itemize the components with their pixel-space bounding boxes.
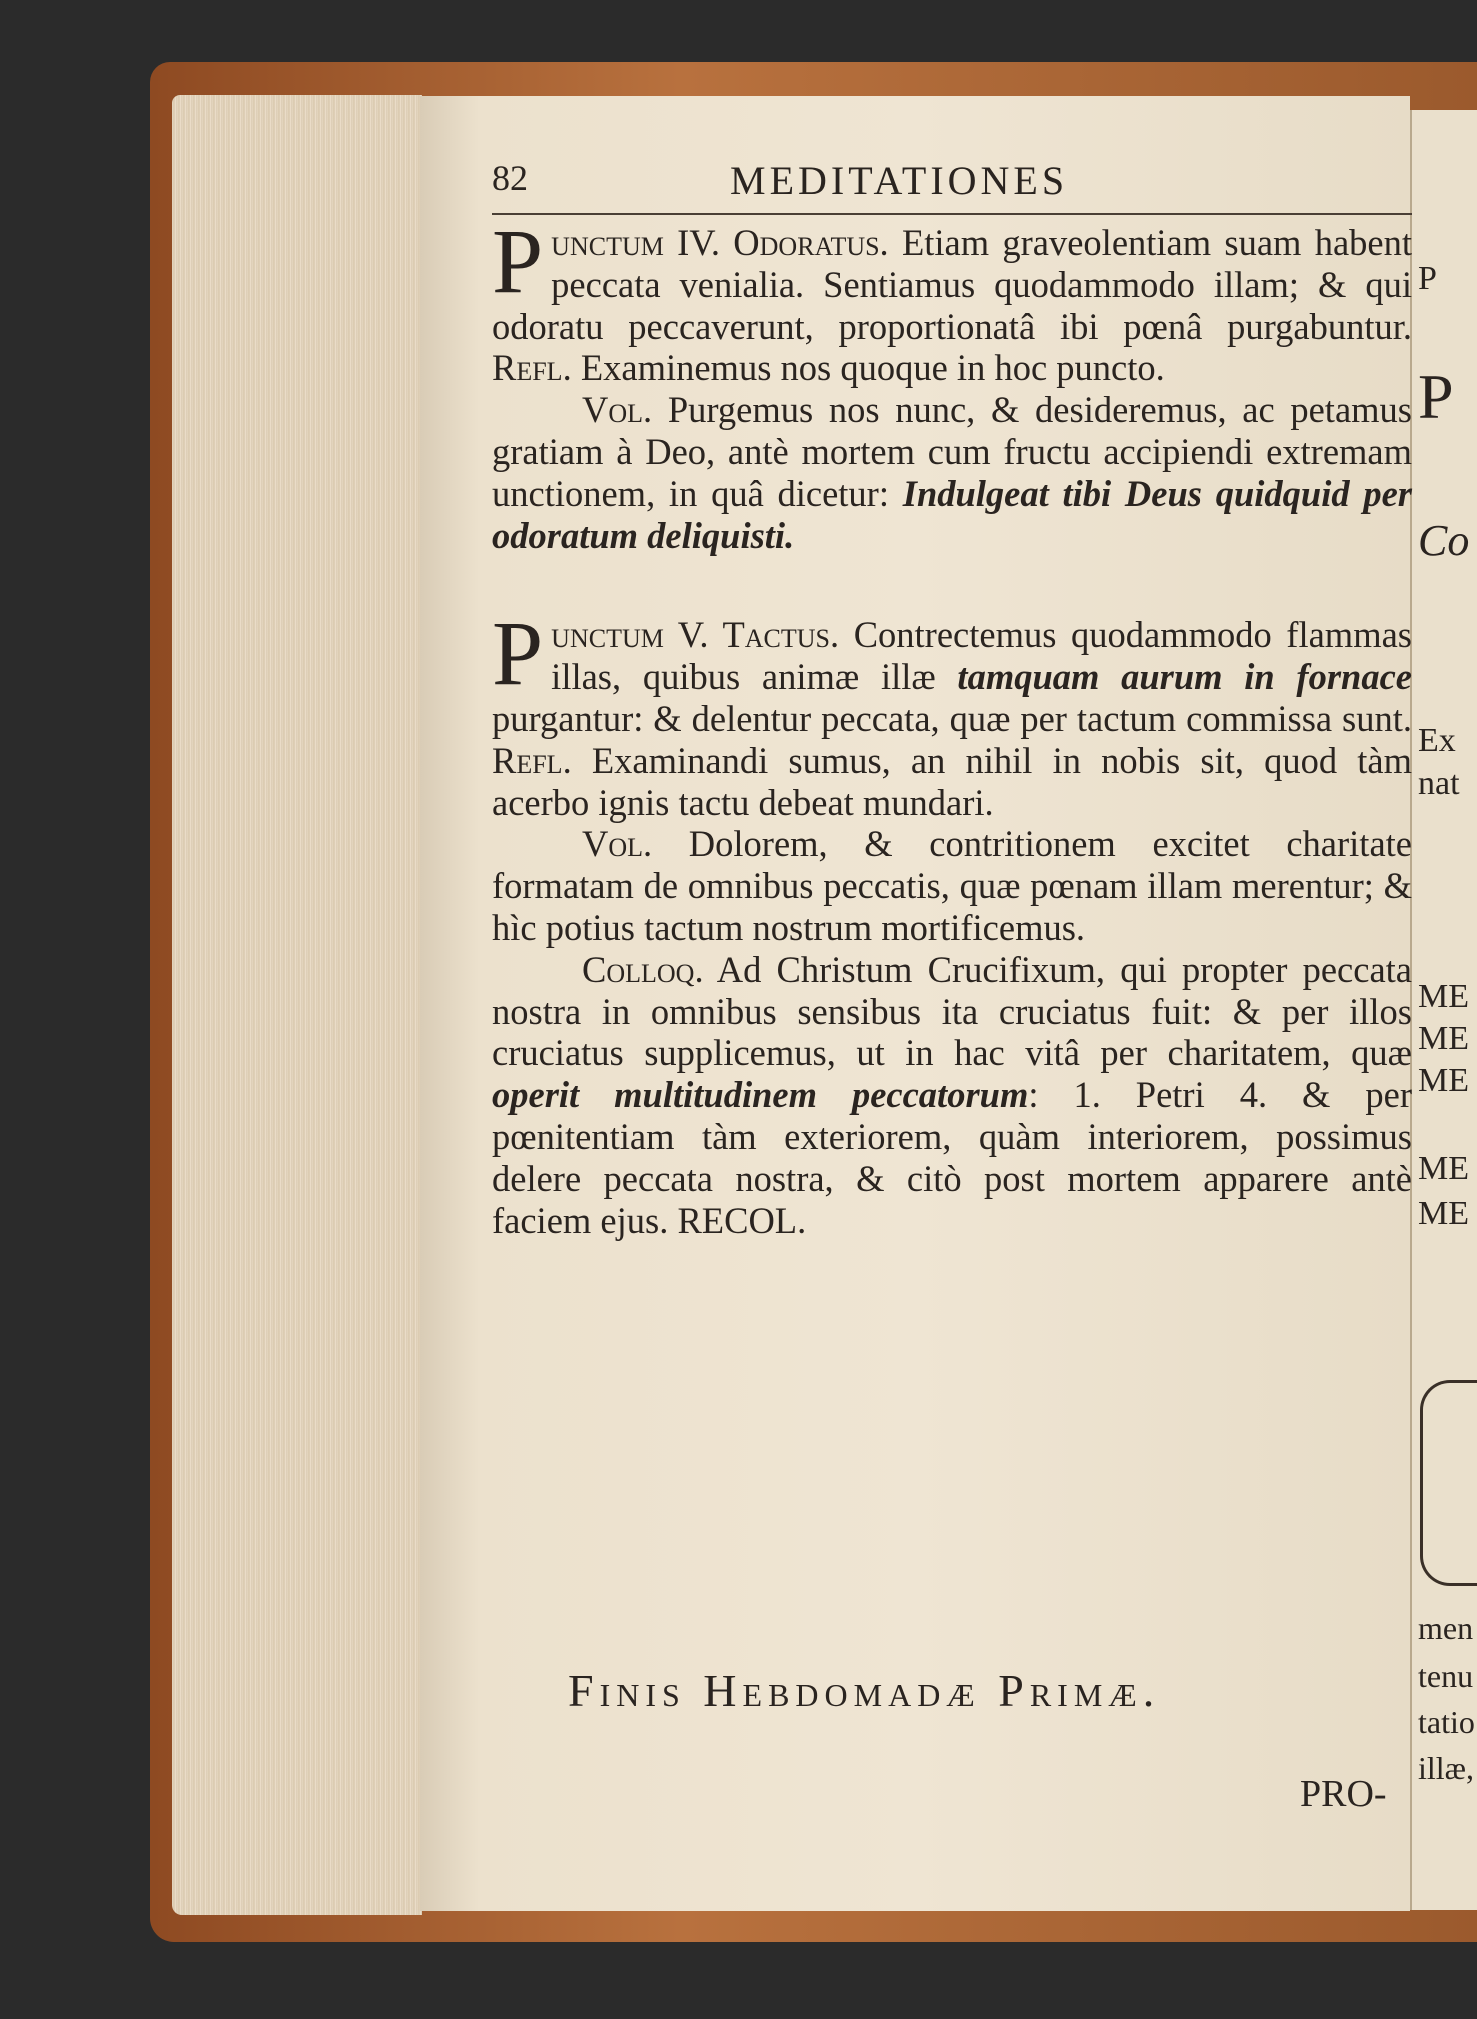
ornament-initial xyxy=(1420,1380,1477,1586)
refl-text: Examinemus nos quoque in hoc puncto. xyxy=(571,347,1165,389)
catchword: PRO- xyxy=(1300,1773,1387,1815)
facing-text: P xyxy=(1418,260,1437,297)
drop-cap: P xyxy=(492,210,544,312)
punctum-heading: unctum IV. Odoratus. xyxy=(551,222,889,263)
facing-text: Co xyxy=(1418,516,1470,565)
vol-label: Vol. xyxy=(582,389,653,431)
paragraph-text: purgantur: & delentur peccata, quæ per tactum commissa sunt. xyxy=(492,697,1412,739)
punctum-iv-paragraph xyxy=(492,210,1412,389)
facing-text: P xyxy=(1418,361,1454,432)
scripture-quote: tamquam aurum in fornace xyxy=(957,656,1412,698)
facing-text: men xyxy=(1418,1610,1474,1646)
page-text xyxy=(492,210,1412,1241)
refl-label: Refl. xyxy=(492,347,572,389)
scripture-quote: operit multitudinem peccatorum xyxy=(492,1074,1029,1116)
page-number: 82 xyxy=(492,158,528,198)
page-edges xyxy=(172,95,422,1915)
paragraph-text: Etiam graveolentiam suam habent peccata venialia. Sentiamus quodammodo illam; & qui odoratu peccaverunt, proportionatâ ibi pœnâ purgabuntur. xyxy=(492,222,1412,347)
refl-label: Refl. xyxy=(492,739,572,781)
vol-paragraph xyxy=(492,389,1412,556)
colloquium-paragraph xyxy=(492,949,1412,1242)
spacer xyxy=(492,556,1412,614)
facing-text: nat xyxy=(1418,765,1460,802)
facing-text: Ex xyxy=(1418,722,1456,759)
facing-page-fragment xyxy=(1410,110,1477,1910)
facing-text: ME xyxy=(1418,1020,1469,1057)
facing-text: tenu xyxy=(1418,1658,1474,1694)
facing-text: ME xyxy=(1418,1150,1469,1187)
drop-cap: P xyxy=(492,602,544,705)
vol-text: Purgemus nos nunc, & desideremus, ac petamus gratiam à Deo, antè mortem cum fructu accipiendi extremam unctionem, in quâ dicetur: xyxy=(492,389,1412,514)
colloq-label: Colloq. xyxy=(582,948,704,990)
colloq-text: Ad Christum Crucifixum, qui propter peccata nostra in omnibus sensibus ita cruciatus fuit: & per illos cruciatus supplicemus, ut in hac vitâ per charitatem, quæ xyxy=(492,948,1412,1074)
colloq-text: : 1. Petri 4. & per pœnitentiam tàm exteriorem, quàm interiorem, possimus delere peccata nostra, & citò post mortem apparere antè faciem ejus. RECOL. xyxy=(492,1074,1412,1241)
facing-text: ME xyxy=(1418,978,1469,1015)
punctum-heading: unctum V. Tactus. xyxy=(551,614,840,656)
vol-label: Vol. xyxy=(582,823,653,865)
running-title: MEDITATIONES xyxy=(730,158,1069,203)
section-end-title: Finis Hebdomadæ Primæ. xyxy=(568,1665,1161,1716)
vol-paragraph xyxy=(492,823,1412,948)
facing-text: illæ, xyxy=(1418,1750,1475,1786)
facing-text: ME xyxy=(1418,1195,1469,1232)
facing-text: ME xyxy=(1418,1062,1469,1099)
refl-text: Examinandi sumus, an nihil in nobis sit, quod tàm acerbo ignis tactu debeat mundari. xyxy=(492,739,1412,823)
scripture-quote: Indulgeat tibi Deus quidquid per odoratum deliquisti. xyxy=(492,472,1412,556)
facing-text: tatio xyxy=(1418,1704,1475,1740)
paragraph-text: Contrectemus quodammodo flammas illas, quibus animæ illæ xyxy=(551,614,1412,698)
vol-text: Dolorem, & contritionem excitet charitate formatam de omnibus peccatis, quæ pœnam illam merentur; & hìc potius tactum nostrum mortificemus. xyxy=(492,823,1412,948)
punctum-v-paragraph xyxy=(492,602,1412,823)
page-header xyxy=(492,157,1412,215)
